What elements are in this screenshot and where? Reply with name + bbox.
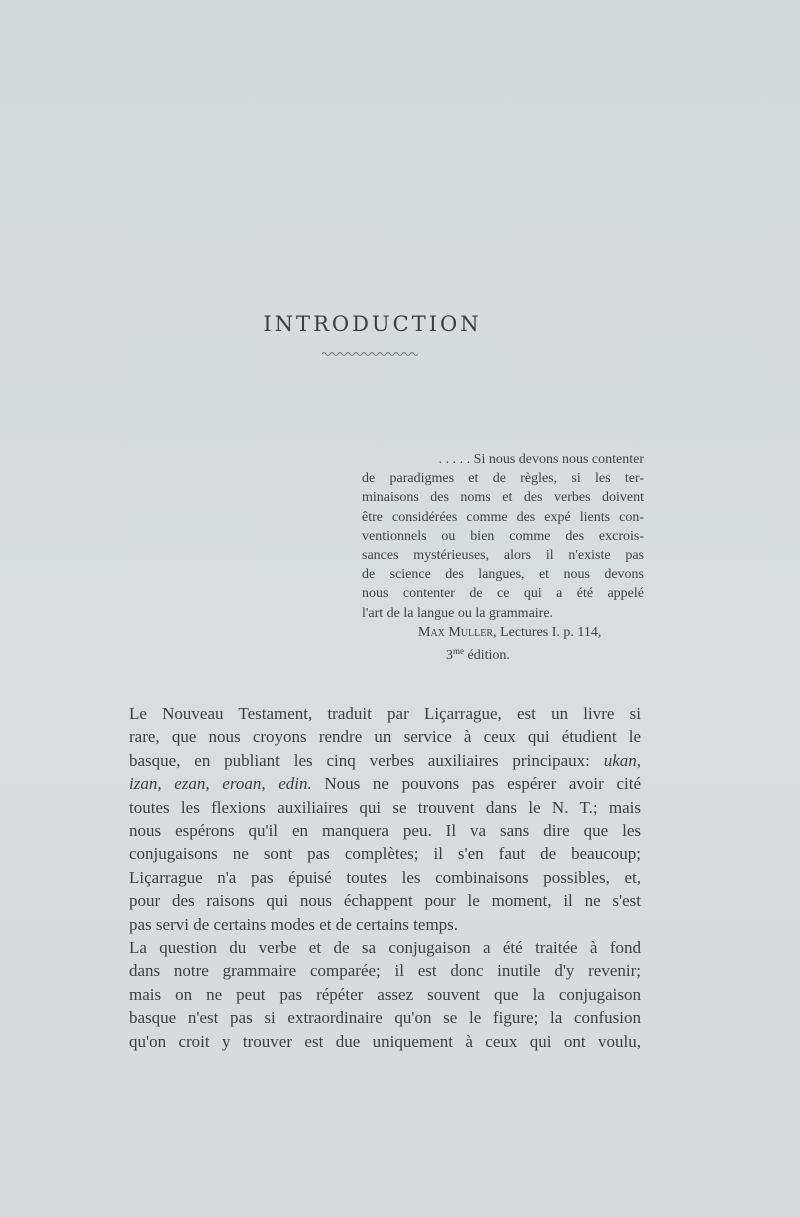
epigraph-line: sances mystérieuses, alors il n'existe pas [362,548,644,564]
italic-word: ukan, [603,750,641,770]
paragraph-line-text: basque, en publiant les cinq verbes auxiliaires principaux: [129,750,590,770]
paragraph-line: toutes les flexions auxiliaires qui se trouvent dans le N. T.; mais [129,797,641,817]
paragraph-line [129,772,641,795]
epigraph [362,450,644,665]
epigraph-line: être considérées comme des expé lients con- [362,509,644,525]
epigraph-line: nous contenter de ce qui a été appelé [362,586,644,602]
epigraph-attribution [362,623,644,642]
epigraph-line: ventionnels ou bien comme des excrois- [362,528,644,544]
italic-words: izan, ezan, eroan, edin. [129,774,312,794]
paragraph-line: qu'on croit y trouver est due uniquement à ceux qui ont voulu, [129,1031,641,1051]
epigraph-line: l'art de la langue ou la grammaire. [362,605,554,621]
paragraph-line: pour des raisons qui nous échappent pour le moment, il ne s'est [129,891,641,911]
edition-number: 3 [446,648,453,664]
body-text [129,702,641,1053]
paragraph-line: rare, que nous croyons rendre un service à ceux qui étudient le [129,727,641,747]
edition-word: édition. [467,648,510,664]
epigraph-line: . . . . . Si nous devons nous contenter [438,452,644,467]
epigraph-line: de science des langues, et nous devons [362,567,644,583]
epigraph-line: minaisons des noms et des verbes doivent [362,490,644,506]
paragraph-line: La question du verbe et de sa conjugaison a été traitée à fond [129,938,641,958]
page-title: INTRODUCTION [263,312,482,336]
paragraph-line: dans notre grammaire comparée; il est donc inutile d'y revenir; [129,961,641,981]
epigraph-author: Max Muller, [418,624,497,640]
paragraph-line [129,702,641,725]
paragraph-line-text: Le Nouveau Testament, traduit par Liçarrague, est un livre si [129,704,641,723]
paragraph-line: nous espérons qu'il en manquera peu. Il va sans dire que les [129,821,641,841]
paragraph-line: mais on ne peut pas répéter assez souvent que la conjugaison [129,984,641,1004]
paragraph-line: conjugaisons ne sont pas complètes; il s'en faut de beaucoup; [129,844,641,864]
paragraph-line [129,749,641,772]
epigraph-line: de paradigmes et de règles, si les ter- [362,471,644,487]
wavy-rule-ornament-icon [322,350,418,358]
paragraph-line: pas servi de certains modes et de certains temps. [129,914,459,934]
edition-superscript: me [453,646,464,657]
paragraph-line: Liçarrague n'a pas épuisé toutes les combinaisons possibles, et, [129,867,641,887]
epigraph-source: Lectures I. p. 114, [500,624,602,640]
epigraph-edition [362,642,644,665]
paragraph-line-text: Nous ne pouvons pas espérer avoir cité [324,774,641,794]
paragraph-line: basque n'est pas si extraordinaire qu'on se le figure; la confusion [129,1008,641,1028]
